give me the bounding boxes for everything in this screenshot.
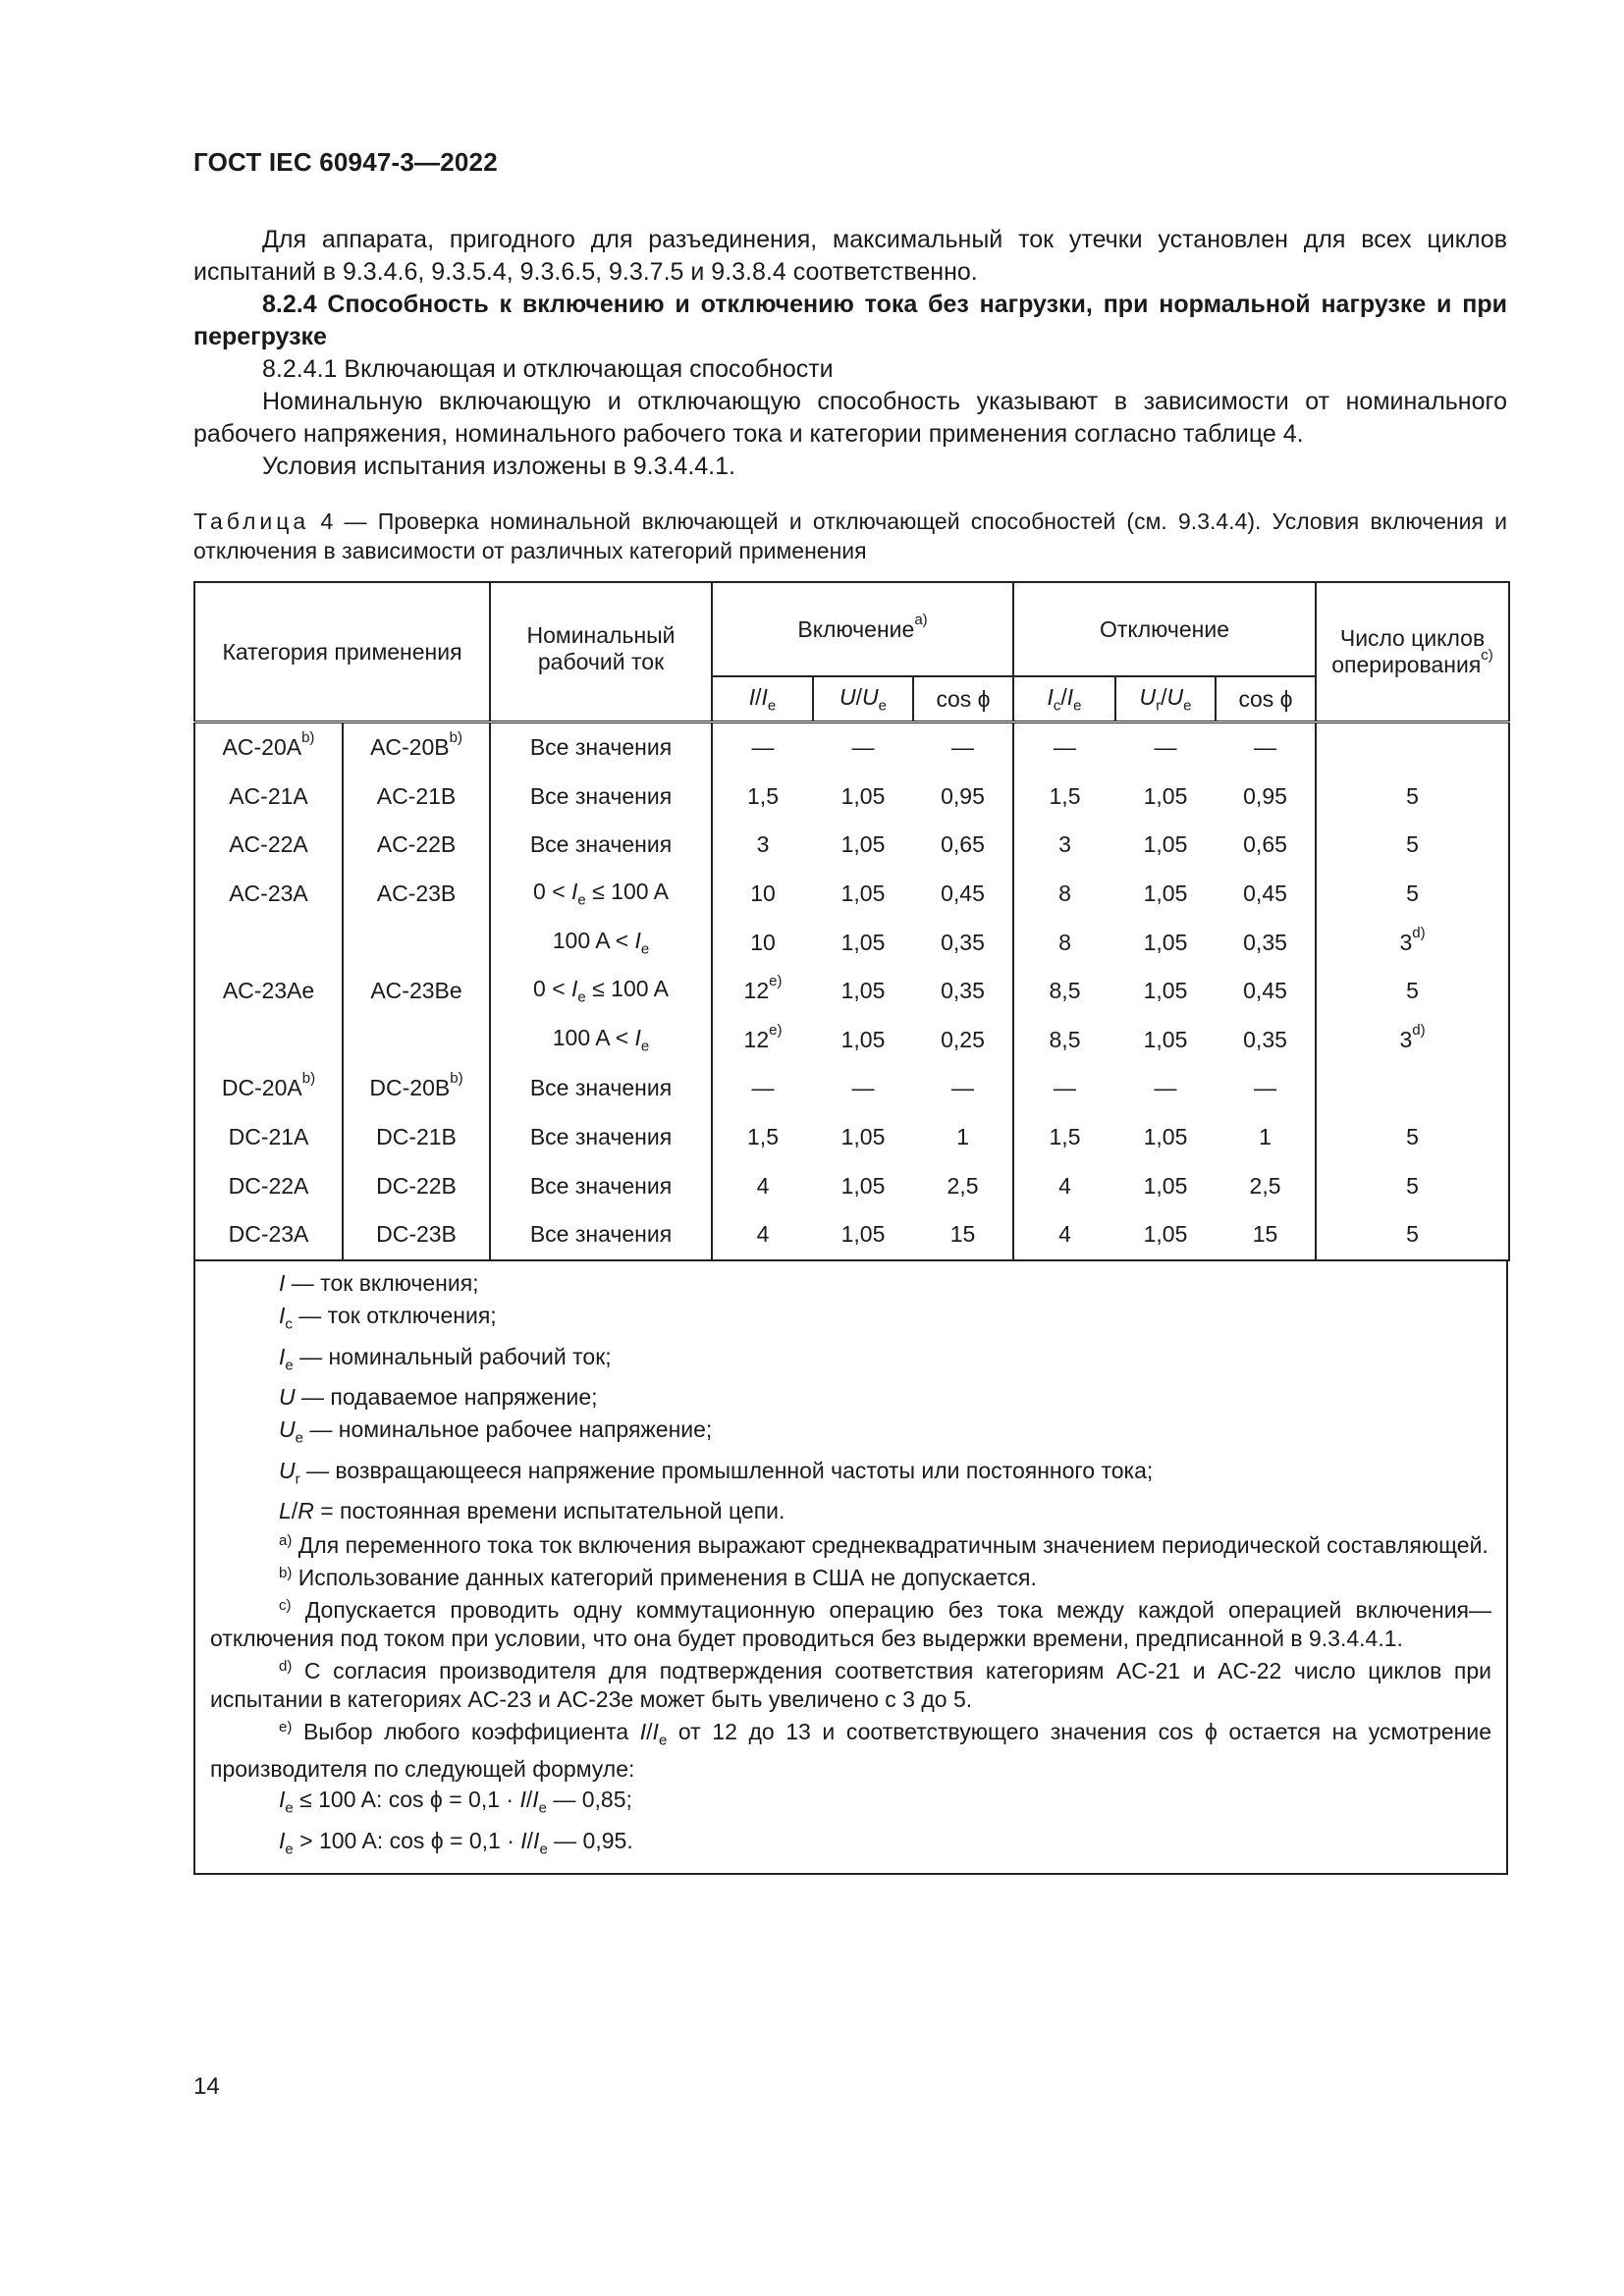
table-cell: 1,05 [840, 1026, 886, 1052]
table-cell: 10 [712, 918, 813, 967]
table-cell [343, 1016, 490, 1065]
table-cell: 1,05 [1143, 831, 1188, 858]
page-number: 14 [193, 2073, 220, 2100]
table-cell: 0,45 [941, 881, 985, 907]
table-cell: 8 [1013, 918, 1115, 967]
table-cell: AC-23Ae [194, 967, 343, 1016]
table-cell: Все значения [490, 1113, 712, 1162]
paragraph-disconnect: Для аппарата, пригодного для разъединения, максимальный ток утечки установлен для всех циклов испытаний в 9.3.4.6, 9.3.5.4, 9.3.6.5, 9.3.7.5 и 9.3.8.4 соответственно. [193, 226, 1507, 286]
table-cell: $0 < I_e \le 100$ A [490, 967, 712, 1016]
note-ue: $U_e$ — номинальное рабочее напряжение; [279, 1416, 713, 1447]
table-cell: 100 $A < I_e$ [490, 1016, 712, 1065]
table-cell: Все значения [490, 773, 712, 822]
table-row [194, 723, 1509, 773]
table-cell: 5 [1316, 821, 1509, 870]
table-cell: 8 [1013, 870, 1115, 919]
table-cell [1316, 1064, 1509, 1113]
table-row [194, 967, 1509, 1016]
table-cell [1316, 723, 1509, 773]
table-cell: DC-22B [343, 1161, 490, 1210]
table-cell: Все значения [490, 1161, 712, 1210]
table-cell: 1,05 [1143, 978, 1188, 1004]
table-cell: 4 [712, 1210, 813, 1260]
table-cell: 0,45 [1243, 978, 1287, 1004]
header-break: Отключение [1013, 582, 1316, 676]
note-i: I — ток включения; [279, 1270, 479, 1296]
table-cell: 0,65 [1243, 831, 1287, 858]
table-4 [193, 581, 1510, 1261]
table-cell: 1,05 [1143, 782, 1188, 809]
table-cell: $0 < I_e \le 100$ A [490, 870, 712, 919]
table-cell: 1,5 [712, 773, 813, 822]
table-cell: 2,5 [1249, 1172, 1281, 1199]
paragraph-test-conditions: Условия испытания изложены в 9.3.4.4.1. [262, 453, 735, 480]
table-cell: 3$^{d)}$ [1316, 918, 1509, 967]
table-cell: 1,05 [840, 929, 886, 955]
table-cell: 3 [1013, 821, 1115, 870]
table-cell: — [712, 723, 813, 773]
table-cell: Все значения [490, 723, 712, 773]
header-rated-current: Номинальный рабочий ток [490, 582, 712, 722]
table-cell: — [1154, 1075, 1177, 1101]
table-cell: 15 [913, 1210, 1013, 1260]
note-ic: $I_c$ — ток отключения; [279, 1303, 497, 1333]
table-cell: $DC-20A^{b)}$ [194, 1064, 343, 1113]
table-cell: — [1254, 1075, 1277, 1101]
table-cell: — [951, 1075, 975, 1101]
table-cell: 5 [1316, 967, 1509, 1016]
table-cell: 4 [1013, 1161, 1115, 1210]
table-cell: 5 [1316, 773, 1509, 822]
table-cell: 4 [1013, 1210, 1115, 1260]
table-cell: 0,35 [1243, 1026, 1287, 1052]
table-caption [193, 507, 1507, 565]
table-row [194, 1210, 1509, 1260]
table-cell: — [1013, 723, 1115, 773]
note-lr: L/R = постоянная времени испытательной цепи. [279, 1498, 785, 1524]
note-ie: $I_e$ — номинальный рабочий ток; [279, 1343, 612, 1374]
table-cell: 5 [1316, 870, 1509, 919]
table-cell: 1 [1259, 1124, 1272, 1150]
body-text [193, 224, 1507, 483]
table-cell: 0,95 [1243, 782, 1287, 809]
document-header: ГОСТ IEC 60947-3—2022 [193, 147, 498, 177]
formula-1: $I_e \le 100$ A: $\cos \phi = 0,1 \cdot I/I_e$ — 0,85; [279, 1786, 632, 1817]
table-cell [343, 918, 490, 967]
table-cell: DC-23B [343, 1210, 490, 1260]
paragraph-rated-capacity: Номинальную включающую и отключающую способность указывают в зависимости от номинального рабочего напряжения, номинального рабочего тока и категории применения согласно таблице 4. [193, 388, 1507, 448]
table-cell: 1,5 [1013, 1113, 1115, 1162]
table-cell: 0,35 [941, 929, 985, 955]
table-caption-label: Таблица [193, 508, 310, 534]
table-caption-text: 4 — Проверка номинальной включающей и отключающей способностей (см. 9.3.4.4). Условия включения и отключения в зависимости от различных категорий применения [193, 508, 1508, 563]
table-cell: DC-21A [194, 1113, 343, 1162]
table-cell: AC-21B [343, 773, 490, 822]
table-cell [194, 918, 343, 967]
table-cell: Все значения [490, 821, 712, 870]
table-cell: 1,05 [1143, 929, 1188, 955]
table-cell: AC-23A [194, 870, 343, 919]
table-row [194, 1113, 1509, 1162]
note-ur: $U_r$ — возвращающееся напряжение промышленной частоты или постоянного тока; [279, 1457, 1154, 1488]
table-cell: 5 [1316, 1113, 1509, 1162]
footnote-e: $^{e)}$ Выбор любого коэффициента $I/I_e$ от 12 до 13 и соответствующего значения cos ϕ остается на усмотрение производителя по следующей формуле: [210, 1719, 1492, 1782]
subheader-ur-ue: $U_r/U_e$ [1115, 676, 1216, 722]
table-cell: AC-22A [194, 821, 343, 870]
table-cell: 3 [712, 821, 813, 870]
table-cell: DC-21B [343, 1113, 490, 1162]
table-cell: 1,5 [1013, 773, 1115, 822]
table-row [194, 1161, 1509, 1210]
table-cell: 3$^{d)}$ [1316, 1016, 1509, 1065]
table-cell: 0,95 [941, 782, 985, 809]
subheader-i-ie: $I/I_e$ [712, 676, 813, 722]
table-cell: 5 [1316, 1210, 1509, 1260]
table-cell: — [712, 1064, 813, 1113]
table-cell [194, 1016, 343, 1065]
table-cell: 1,05 [1115, 1210, 1216, 1260]
table-cell: 1,05 [840, 831, 886, 858]
table-cell: 1,05 [840, 881, 886, 907]
table-cell: 1 [956, 1124, 969, 1150]
table-cell: 0,35 [1243, 929, 1287, 955]
table-body [194, 723, 1509, 1260]
section-heading-8-2-4: 8.2.4 Способность к включению и отключению тока без нагрузки, при нормальной нагрузке и при перегрузке [193, 291, 1507, 350]
header-category: Категория применения [194, 582, 490, 722]
table-cell: 1,05 [840, 1124, 886, 1150]
table-cell: 0,45 [1243, 881, 1287, 907]
subheader-ic-ie: $I_c/I_e$ [1013, 676, 1115, 722]
table-cell: — [1254, 734, 1277, 761]
table-cell: 0,25 [941, 1026, 985, 1052]
table-cell: Все значения [490, 1210, 712, 1260]
table-cell: Все значения [490, 1064, 712, 1113]
footnote-b: $^{b)}$ Использование данных категорий применения в США не допускается. [279, 1565, 1037, 1591]
table-cell: 12$^{e)}$ [712, 1016, 813, 1065]
footnote-d: $^{d)}$ С согласия производителя для подтверждения соответствия категориям AC-21 и AC-22 число циклов при испытании в категориях AC-23 и AC-23е может быть увеличено с 3 до 5. [210, 1658, 1491, 1713]
table-cell: — [1013, 1064, 1115, 1113]
table-cell: 8,5 [1013, 1016, 1115, 1065]
table-cell: 0,35 [941, 978, 985, 1004]
table-row [194, 821, 1509, 870]
subheader-cos-make: cos ϕ [913, 676, 1013, 722]
table-cell: AC-22B [343, 821, 490, 870]
table-cell: 1,05 [840, 978, 886, 1004]
table-cell: 1,05 [1143, 881, 1188, 907]
table-cell: 2,5 [947, 1172, 979, 1199]
table-cell: 1,05 [840, 1172, 886, 1199]
footnote-c: $^{c)}$ Допускается проводить одну коммутационную операцию без тока между каждой операцией включения—отключения под током при условии, что она будет проводиться без выдержки времени, предписанной в 9.3.4.4.1. [210, 1597, 1492, 1652]
note-u: U — подаваемое напряжение; [279, 1384, 598, 1411]
table-cell: — [851, 734, 875, 761]
table-cell: 1,05 [813, 1210, 913, 1260]
table-cell: 0,65 [941, 831, 985, 858]
table-cell: AC-21A [194, 773, 343, 822]
table-cell: 5 [1316, 1161, 1509, 1210]
section-heading-8-2-4-1: 8.2.4.1 Включающая и отключающая способности [262, 355, 834, 383]
header-cycles: Числo циклов оперирования$^{c)}$ [1316, 582, 1509, 722]
table-cell: AC-23Be [343, 967, 490, 1016]
table-cell: DC-22A [194, 1161, 343, 1210]
formula-2: $I_e > 100$ A: $\cos \phi = 0,1 \cdot I/I_e$ — 0,95. [279, 1827, 633, 1858]
table-header-row [194, 582, 1509, 676]
table-notes [193, 1259, 1508, 1875]
subheader-u-ue: $U/U_e$ [813, 676, 913, 722]
table-cell: DC-23A [194, 1210, 343, 1260]
table-cell: 15 [1216, 1210, 1316, 1260]
table-row [194, 918, 1509, 967]
table-cell: 100 $A < I_e$ [490, 918, 712, 967]
table-cell: 12$^{e)}$ [712, 967, 813, 1016]
table-cell: 1,5 [712, 1113, 813, 1162]
table-cell: 10 [712, 870, 813, 919]
table-cell: 1,05 [1143, 1172, 1188, 1199]
table-cell: — [851, 1075, 875, 1101]
subheader-cos-break: cos ϕ [1216, 676, 1316, 722]
header-make: Включение$^{a)}$ [712, 582, 1013, 676]
table-cell: 1,05 [1143, 1026, 1188, 1052]
table-row [194, 773, 1509, 822]
table-cell: AC-23B [343, 870, 490, 919]
footnote-a: $^{a)}$ Для переменного тока ток включения выражают среднеквадратичным значением периодической составляющей. [279, 1532, 1489, 1559]
table-cell: $AC-20B^{b)}$ [343, 723, 490, 773]
table-row [194, 870, 1509, 919]
table-cell: $AC-20A^{b)}$ [194, 723, 343, 773]
table-row [194, 1064, 1509, 1113]
table-cell: 4 [712, 1161, 813, 1210]
table-cell: — [951, 734, 975, 761]
table-cell: 8,5 [1013, 967, 1115, 1016]
table-cell: 1,05 [1143, 1124, 1188, 1150]
table-cell: $DC-20B^{b)}$ [343, 1064, 490, 1113]
table-cell: 1,05 [840, 782, 886, 809]
table-row [194, 1016, 1509, 1065]
table-cell: — [1154, 734, 1177, 761]
